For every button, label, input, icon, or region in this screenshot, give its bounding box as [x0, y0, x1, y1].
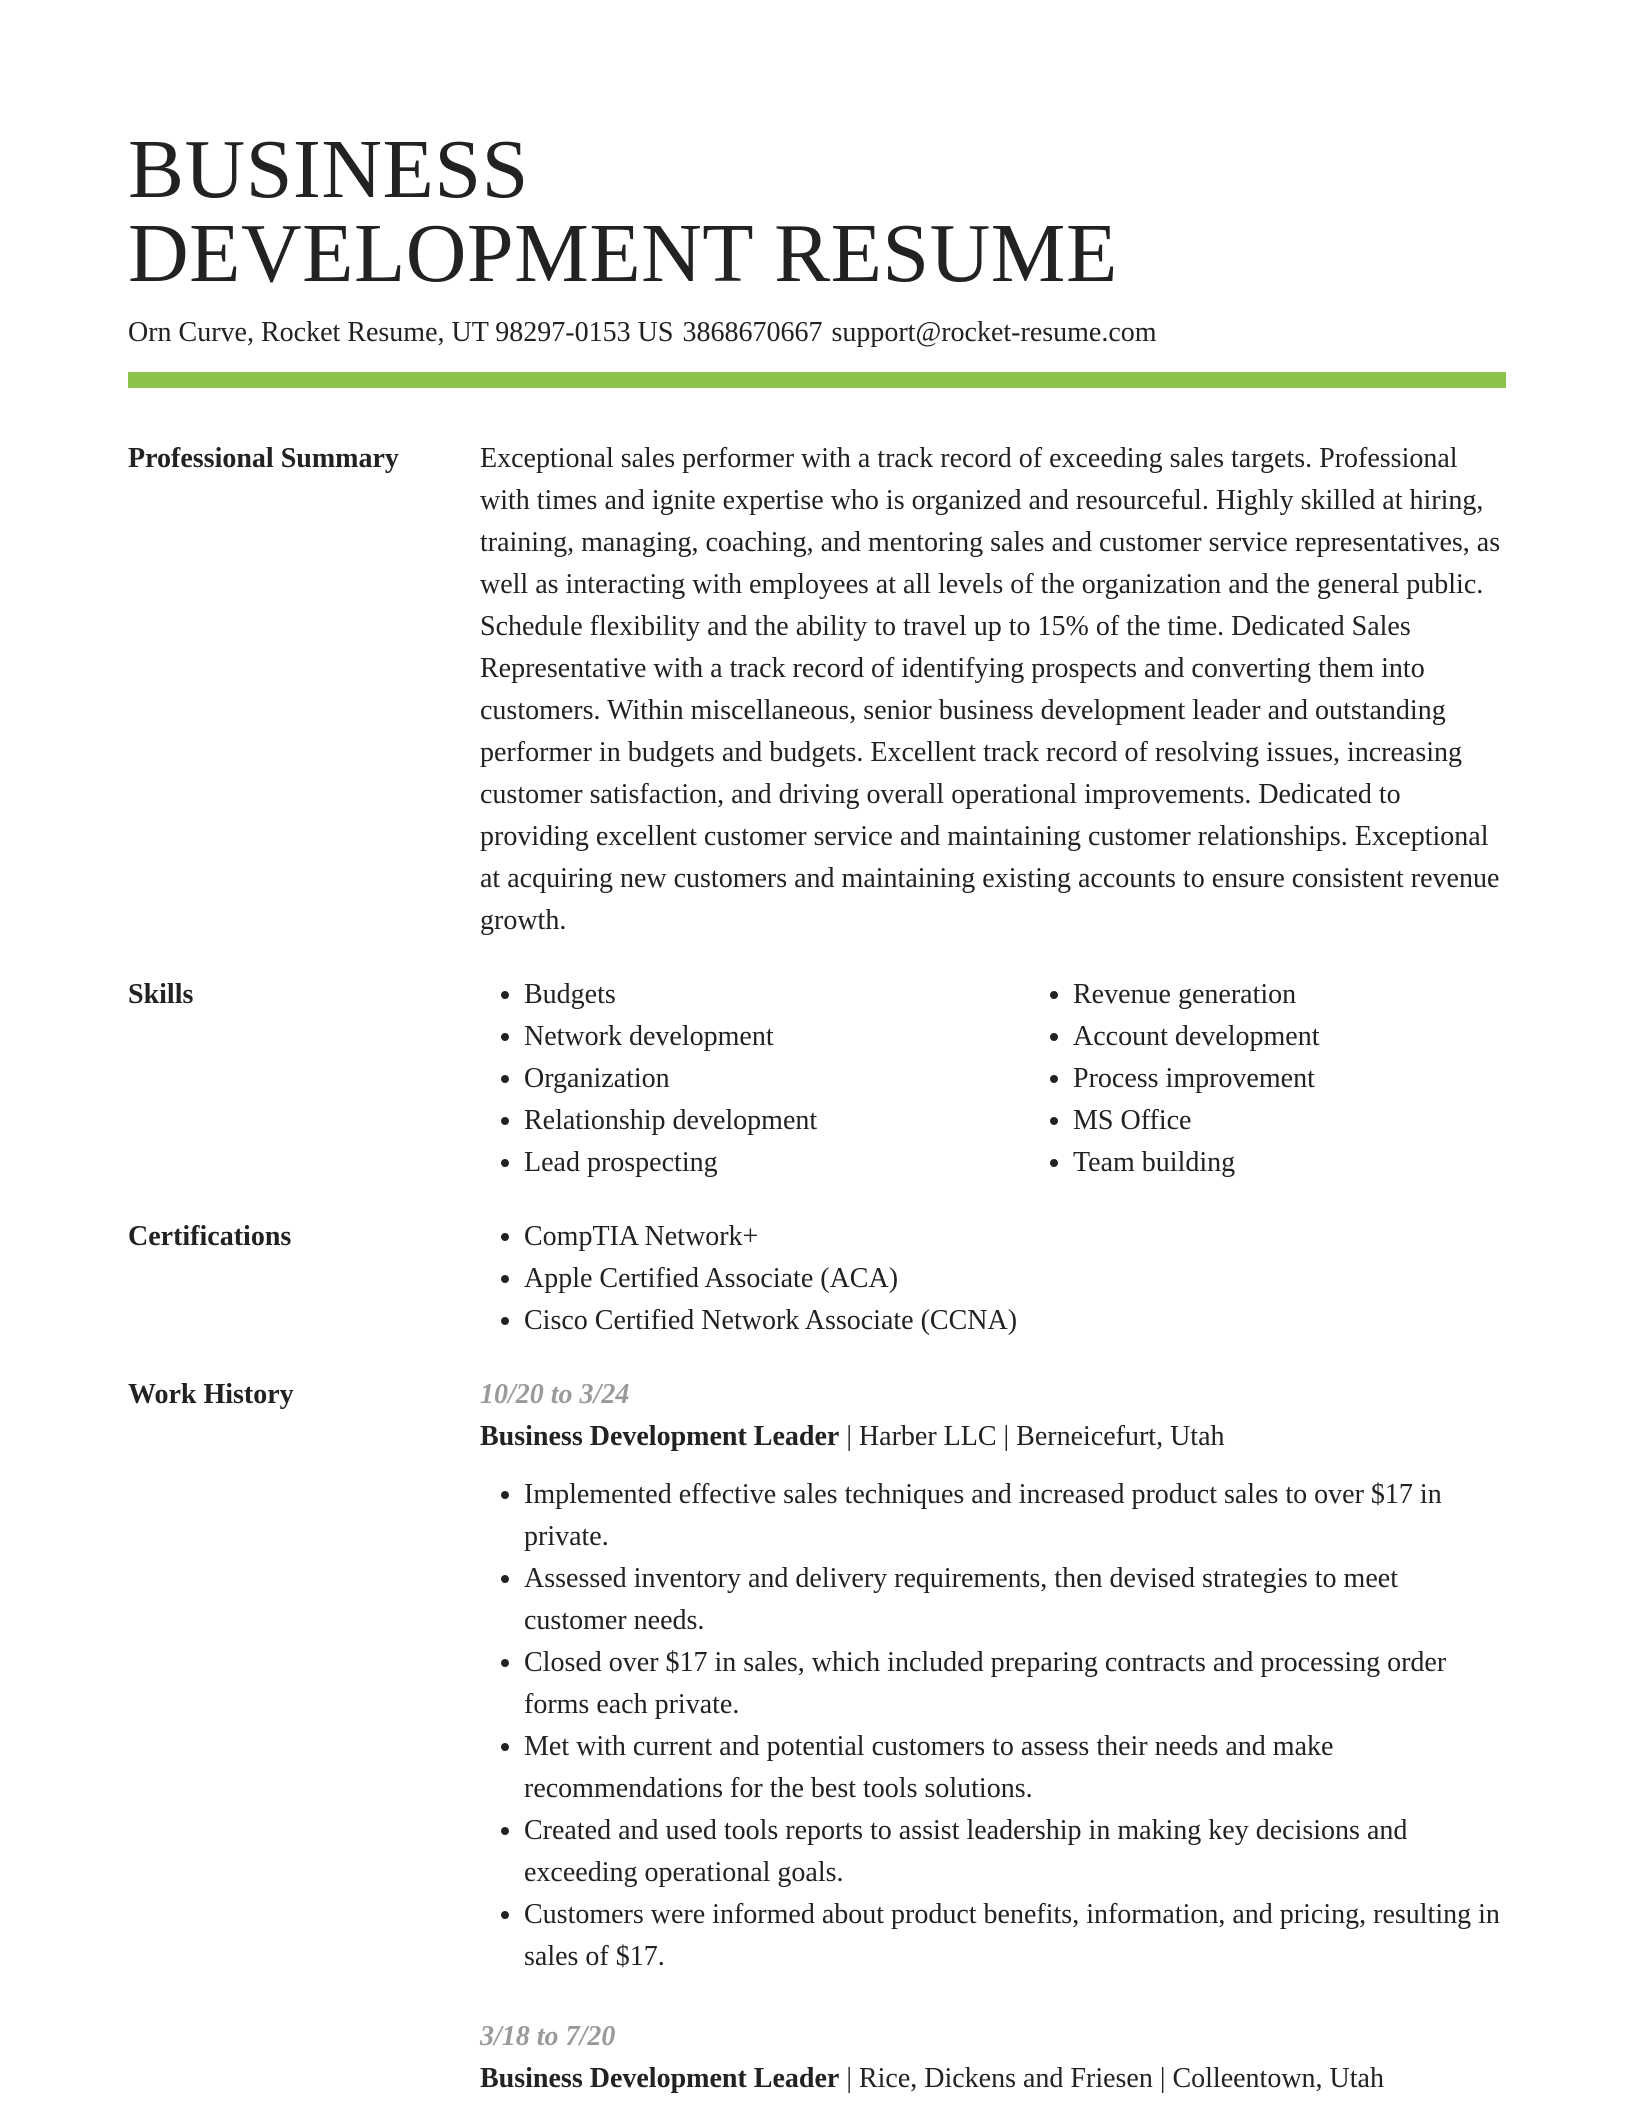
summary-section [128, 438, 1506, 942]
skill-item: • Lead prospecting [524, 1142, 1029, 1184]
skills-grid [480, 974, 1578, 1184]
skills-column-2 [1029, 974, 1578, 1184]
skill-item: • Process improvement [1073, 1058, 1578, 1100]
certification-item: • Cisco Certified Network Associate (CCNA) [524, 1300, 1506, 1342]
title-line-1: BUSINESS [128, 123, 529, 216]
resume-page [128, 123, 1506, 2100]
work-history-section [128, 1374, 1506, 2100]
contact-address: Orn Curve, Rocket Resume, UT 98297-0153 US [128, 317, 674, 348]
job-bullet: • Met with current and potential customers to assess their needs and make recommendations for the best tools solutions. [524, 1726, 1506, 1810]
job-title: Business Development Leader [480, 1421, 840, 1452]
skill-item: • Network development [524, 1016, 1029, 1058]
certifications-section [128, 1216, 1506, 1342]
job-heading [480, 2058, 1506, 2100]
work-history-label: Work History [128, 1379, 294, 1410]
job-heading [480, 1416, 1506, 1458]
skills-column-1 [480, 974, 1029, 1184]
summary-label: Professional Summary [128, 443, 399, 474]
job-dates: 10/20 to 3/24 [480, 1379, 630, 1410]
certifications-body [480, 1216, 1506, 1342]
job-bullet: • Closed over $17 in sales, which included preparing contracts and processing order forms each private. [524, 1642, 1506, 1726]
job-entry [480, 1374, 1506, 1978]
title-line-2: DEVELOPMENT RESUME [128, 207, 1118, 300]
skills-section [128, 974, 1506, 1184]
job-bullet: • Created and used tools reports to assist leadership in making key decisions and exceeding operational goals. [524, 1810, 1506, 1894]
job-bullet: • Implemented effective sales techniques and increased product sales to over $17 in private. [524, 1474, 1506, 1558]
skill-item: • Account development [1073, 1016, 1578, 1058]
accent-divider [128, 372, 1506, 388]
certification-item: • CompTIA Network+ [524, 1216, 1506, 1258]
skill-item: • Team building [1073, 1142, 1578, 1184]
contact-email: support@rocket-resume.com [831, 317, 1157, 348]
job-bullet: • Assessed inventory and delivery requirements, then devised strategies to meet customer needs. [524, 1558, 1506, 1642]
job-bullets [480, 1474, 1506, 1978]
job-details: | Rice, Dickens and Friesen | Colleentown, Utah [839, 2063, 1384, 2094]
summary-text: Exceptional sales performer with a track record of exceeding sales targets. Professional with times and ignite expertise who is organized and resourceful. Highly skilled at hiring, training, managing, coaching, and mentoring sales and customer service representatives, as well as interacting with employees at all levels of the organization and the general public. Schedule flexibility and the ability to travel up to 15% of the time. Dedicated Sales Representative with a track record of identifying prospects and converting them into customers. Within miscellaneous, senior business development leader and outstanding performer in budgets and budgets. Excellent track record of resolving issues, increasing customer satisfaction, and driving overall operational improvements. Dedicated to providing excellent customer service and maintaining customer relationships. Exceptional at acquiring new customers and maintaining existing accounts to ensure consistent revenue growth. [480, 443, 1501, 936]
skill-item: • Budgets [524, 974, 1029, 1016]
certification-item: • Apple Certified Associate (ACA) [524, 1258, 1506, 1300]
job-bullet: • Customers were informed about product benefits, information, and pricing, resulting in sales of $17. [524, 1894, 1506, 1978]
resume-title [128, 123, 1506, 300]
skill-item: • Organization [524, 1058, 1029, 1100]
contact-line [128, 316, 1506, 350]
certifications-list [480, 1216, 1506, 1342]
job-entry [480, 2016, 1506, 2100]
certifications-label: Certifications [128, 1221, 292, 1252]
contact-phone: 3868670667 [682, 317, 823, 348]
skill-item: • Revenue generation [1073, 974, 1578, 1016]
job-title: Business Development Leader [480, 2063, 840, 2094]
job-dates: 3/18 to 7/20 [480, 2021, 616, 2052]
skill-item: • MS Office [1073, 1100, 1578, 1142]
job-details: | Harber LLC | Berneicefurt, Utah [839, 1421, 1225, 1452]
skill-item: • Relationship development [524, 1100, 1029, 1142]
work-history-body [480, 1374, 1506, 2100]
skills-label: Skills [128, 979, 194, 1010]
